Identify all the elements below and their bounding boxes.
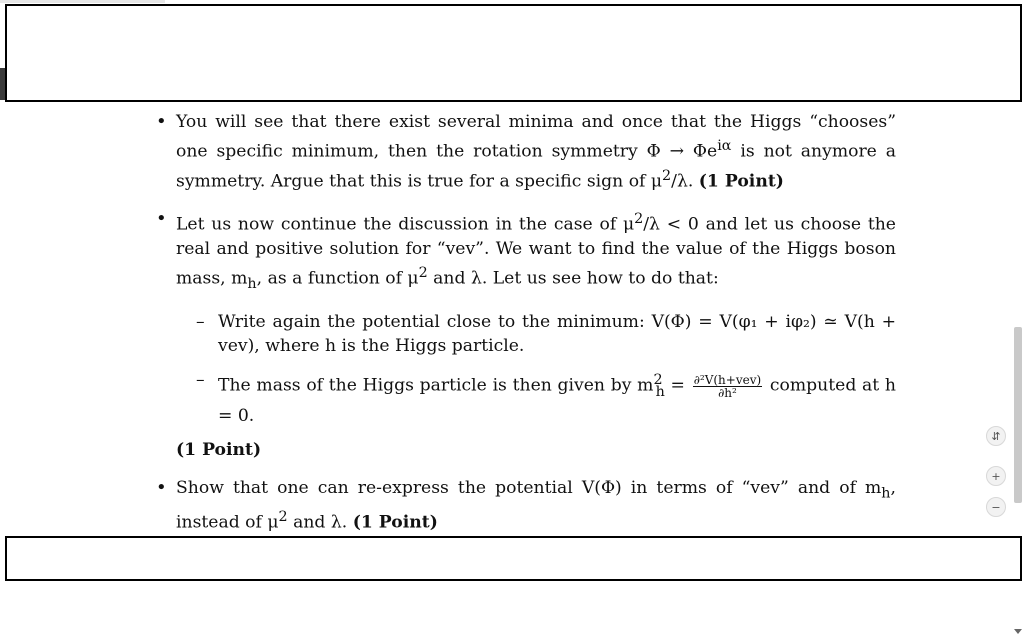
zoom-out-button[interactable]: −	[986, 497, 1006, 517]
mass-fraction: $\frac{\text{∂²V(h+vev)}}{\text{∂h²}}$	[693, 373, 762, 401]
points-label: (1 Point)	[352, 512, 438, 533]
top-strip	[0, 0, 165, 3]
fit-page-icon[interactable]: ⇵	[986, 426, 1006, 446]
sub-list-item: – Write again the potential close to the minimum: V(Φ) = V(φ₁ + iφ₂) ≃ V(h + vev), where h is the Higgs particle.	[176, 310, 896, 358]
bullet-list	[156, 110, 896, 583]
list-item: • Let us now continue the discussion in the case of $\mu^2/\lambda < 0$ and let us choose the real and positive solution for “vev”. We want to find the value of the Higgs boson mass, $m_h$, as a function of $\mu^2$ and λ. Let us see how to do that: – Write again the potential close to the minimum: V(Φ) = V(φ₁ + iφ₂) ≃ V(h + vev), where h is the Higgs particle. – The mass of the Higgs particle is then given by $m^2_h$ = $\frac{\text{∂²V(h+vev)}}{\text{∂h²}}$ computed at h = 0. (1 Point)	[156, 207, 896, 461]
sub-list-item: – The mass of the Higgs particle is then given by $m^2_h$ = $\frac{\text{∂²V(h+vev)}}{\text{∂h²}}$ computed at h = 0.	[176, 368, 896, 427]
zoom-in-button[interactable]: +	[986, 466, 1006, 486]
points-label: (1 Point)	[698, 171, 784, 192]
scrollbar-thumb[interactable]	[1014, 327, 1022, 503]
scroll-down-arrow-icon[interactable]	[1014, 629, 1022, 634]
list-item: • You will see that there exist several minima and once that the Higgs “chooses” one specific minimum, then the rotation symmetry $\Phi \to \Phi e^{i\alpha}$ is not anymore a symmetry. Argue that this is true for a specific sign of $\mu^2/\lambda$. (1 Point)	[156, 110, 896, 193]
sub-list	[176, 310, 896, 427]
list-item: • Show that one can re-express the potential V(Φ) in terms of “vev” and of $m_h$, instead of $\mu^2$ and λ. (1 Point)	[156, 476, 896, 583]
redaction-box-bottom	[5, 536, 1022, 581]
vertical-scrollbar[interactable]	[1014, 102, 1024, 536]
points-label: (1 Point)	[176, 439, 262, 460]
redaction-box-top	[5, 4, 1022, 102]
document-content	[156, 110, 896, 597]
